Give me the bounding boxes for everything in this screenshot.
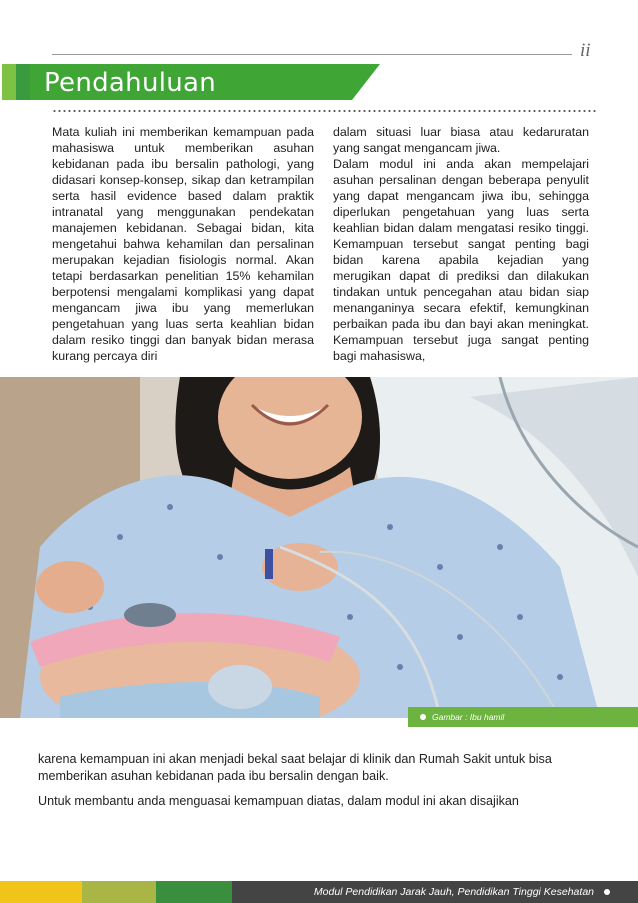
page-number: ii bbox=[580, 40, 591, 61]
right-column-paragraph-2: Dalam modul ini anda akan mempelajari asuhan persalinan dengan beberapa penyulit yang dapat mengancam jiwa ibu, sehingga diperlukan pengetahuan yang luas serta keahlian bidan dalam mengatasi resiko tinggi. Kemampuan tersebut sangat penting bagi bidan karena apabila kejadian yang merugikan dapat di prediksi dan dilakukan tindakan untuk pencegahan atau bidan siap menanganinya secara efektif, kemungkinan perbaikan pada ibu dan bayi akan meningkat. Kemampuan tersebut juga sangat penting bagi mahasiswa, bbox=[333, 157, 589, 363]
footer-block-green bbox=[156, 881, 232, 903]
closing-paragraph: Untuk membantu anda menguasai kemampuan diatas, dalam modul ini akan disajikan bbox=[38, 794, 519, 808]
footer-bullet-icon bbox=[604, 889, 610, 895]
continuation-paragraph: karena kemampuan ini akan menjadi bekal saat belajar di klinik dan Rumah Sakit untuk bisa memberikan asuhan kebidanan pada ibu bersalin dengan baik. bbox=[38, 752, 552, 783]
header-rule bbox=[52, 54, 572, 55]
banner-accent-light bbox=[2, 64, 16, 100]
right-column-paragraph-1: dalam situasi luar biasa atau kedaruratan yang sangat mengancam jiwa. bbox=[333, 125, 589, 155]
banner-accent-dark bbox=[16, 64, 30, 100]
left-column-text: Mata kuliah ini memberikan kemampuan pada mahasiswa untuk memberikan asuhan kebidanan pada ibu bersalin pathologi, yang didasari konsep-konsep, sikap dan ketrampilan serta hasil evidence based dalam praktik intranatal yang menggunakan pendekatan manajemen kebidanan. Sebagai bidan, kita mengetahui bahwa kehamilan dan persalinan merupakan kejadian fisiologis normal. Akan tetapi berdasarkan penelitian 15% kehamilan berpotensi mengalami komplikasi yang dapat mengancam jiwa ibu yang memerlukan pengetahuan yang luas serta keahlian bidan dalam resiko tinggi dan banyak bidan merasa kurang percaya diri bbox=[52, 125, 314, 363]
figure-caption bbox=[408, 707, 638, 727]
footer-block-olive bbox=[82, 881, 156, 903]
left-column bbox=[52, 124, 314, 364]
pregnant-woman-photo bbox=[0, 377, 638, 718]
right-column bbox=[333, 124, 589, 364]
photo-illustration bbox=[0, 377, 638, 718]
section-title: Pendahuluan bbox=[44, 68, 217, 98]
footer-block-yellow bbox=[0, 881, 82, 903]
caption-text: Gambar : Ibu hamil bbox=[432, 712, 505, 722]
caption-bullet-icon bbox=[420, 714, 426, 720]
footer-text: Modul Pendidikan Jarak Jauh, Pendidikan Tinggi Kesehatan bbox=[313, 886, 594, 898]
footer-bar bbox=[0, 881, 638, 903]
dotted-divider bbox=[52, 108, 597, 114]
